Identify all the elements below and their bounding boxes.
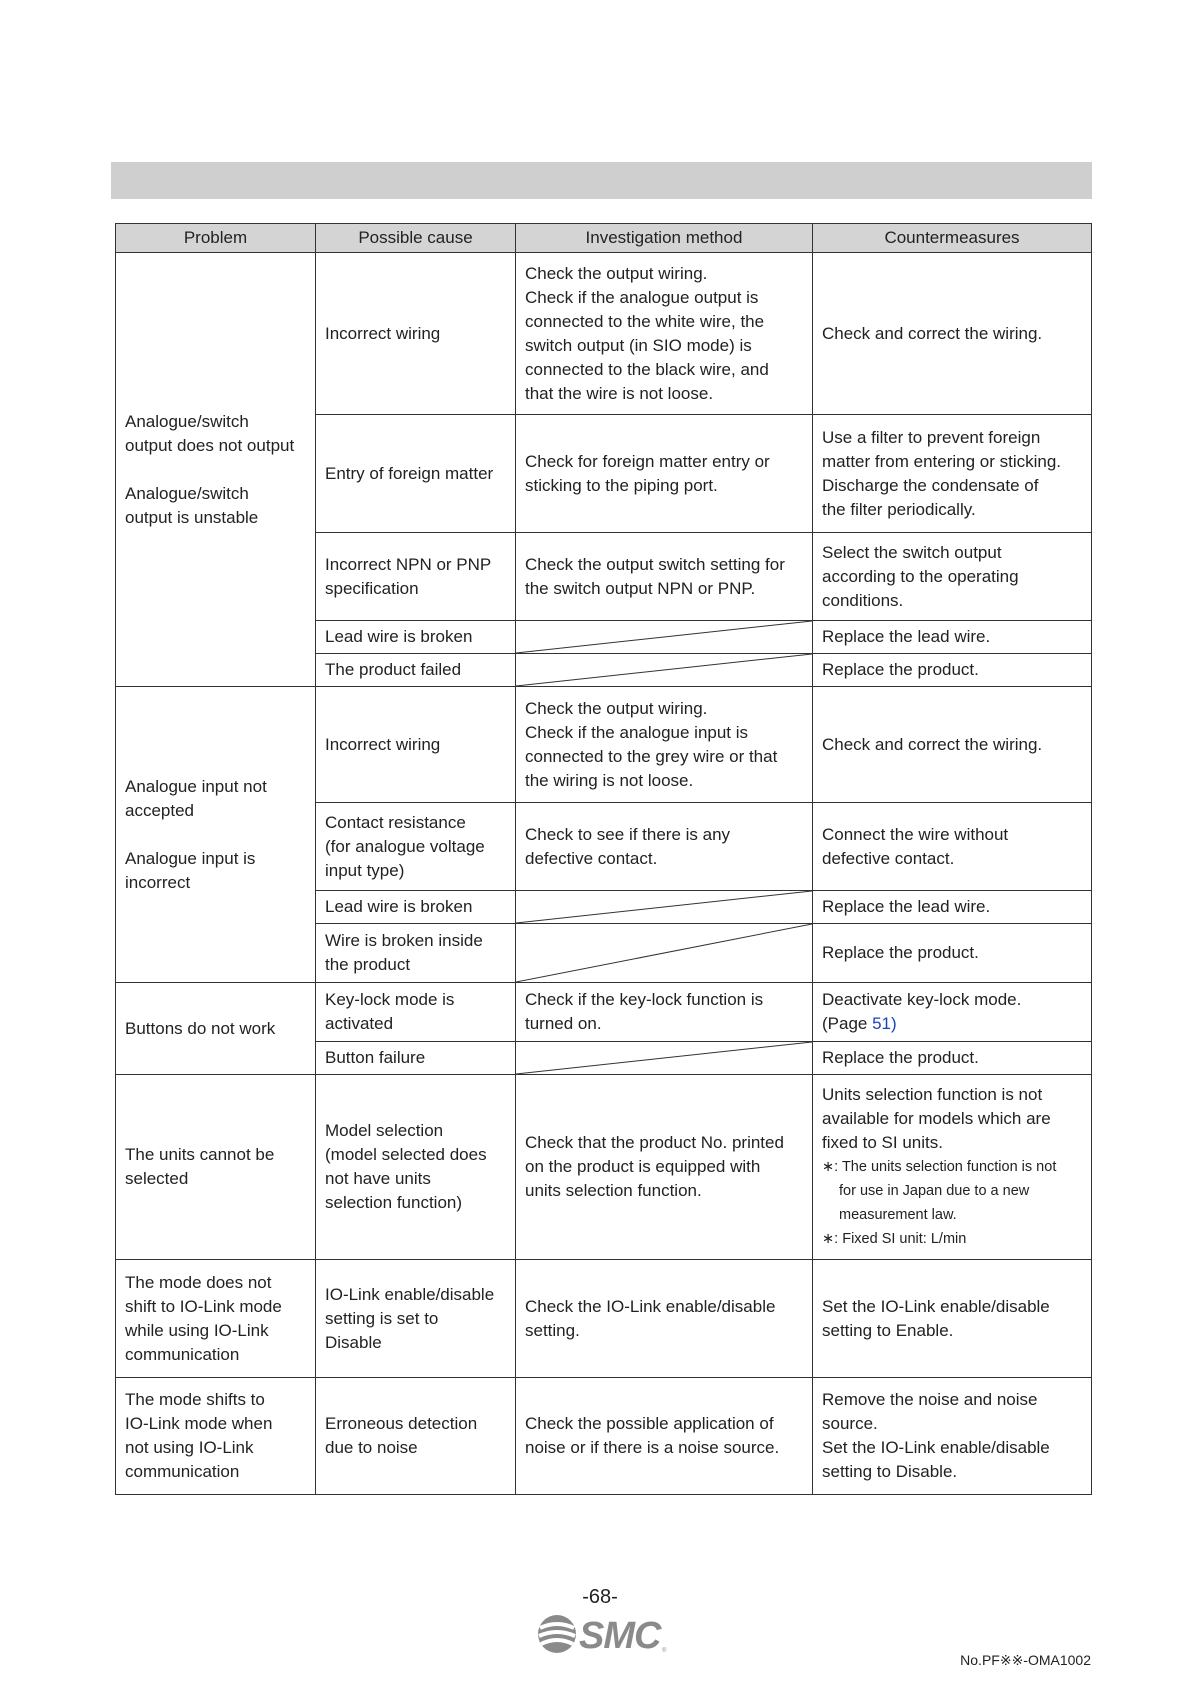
- problem-text: The mode shifts to: [125, 1390, 265, 1409]
- cause-text: Disable: [325, 1332, 382, 1352]
- countermeasure-text: Units selection function is not: [822, 1085, 1043, 1104]
- footnote: ∗: The units selection function is not: [822, 1159, 1057, 1175]
- not-applicable-cell: [516, 654, 813, 687]
- header-problem: Problem: [116, 224, 316, 253]
- cause-text: Wire is broken inside: [325, 931, 483, 950]
- countermeasure-text: Discharge the condensate of: [822, 475, 1039, 495]
- method-text: the wiring is not loose.: [525, 770, 694, 790]
- problem-text: Analogue input not: [125, 776, 267, 796]
- method-text: noise or if there is a noise source.: [525, 1438, 780, 1457]
- cause-cell: Incorrect wiring: [316, 253, 516, 415]
- countermeasure-cell: Replace the lead wire.: [813, 891, 1092, 924]
- method-text: sticking to the piping port.: [525, 475, 718, 495]
- method-text: units selection function.: [525, 1181, 702, 1200]
- page-number: -68-: [582, 1586, 618, 1608]
- method-text: connected to the black wire, and: [525, 359, 769, 379]
- countermeasure-cell: [813, 1378, 1092, 1495]
- problem-text: output does not output: [125, 435, 295, 455]
- countermeasure-text: according to the operating: [822, 566, 1019, 586]
- method-cell: [516, 533, 813, 621]
- page-reference: [822, 1012, 1082, 1036]
- diagonal-line: [516, 654, 812, 686]
- problem-cell: Buttons do not work: [116, 983, 316, 1075]
- cause-text: Erroneous detection: [325, 1414, 478, 1433]
- method-text: on the product is equipped with: [525, 1157, 761, 1176]
- cause-text: (for analogue voltage: [325, 836, 485, 856]
- cause-cell: [316, 1075, 516, 1260]
- countermeasure-text: fixed to SI units.: [822, 1133, 943, 1152]
- cause-cell: The product failed: [316, 654, 516, 687]
- problem-text: output is unstable: [125, 507, 259, 527]
- footnote: ∗: Fixed SI unit: L/min: [822, 1231, 967, 1247]
- countermeasure-cell: [813, 1260, 1092, 1378]
- method-cell: [516, 1260, 813, 1378]
- countermeasure-text: source.: [822, 1414, 878, 1433]
- method-cell: [516, 1075, 813, 1260]
- method-text: connected to the white wire, the: [525, 311, 765, 331]
- table-row: [116, 983, 1092, 1042]
- method-text: Check if the key-lock function is: [525, 990, 764, 1009]
- cause-text: setting is set to: [325, 1308, 439, 1328]
- cause-cell: [316, 803, 516, 891]
- method-text: connected to the grey wire or that: [525, 746, 778, 766]
- countermeasure-text: Deactivate key-lock mode.: [822, 990, 1022, 1009]
- method-cell: [516, 983, 813, 1042]
- method-text: turned on.: [525, 1014, 602, 1033]
- method-text: defective contact.: [525, 848, 658, 868]
- cause-text: activated: [325, 1014, 394, 1033]
- cause-text: Model selection: [325, 1121, 444, 1140]
- countermeasure-cell: Replace the product.: [813, 1042, 1092, 1075]
- not-applicable-cell: [516, 1042, 813, 1075]
- cause-cell: [316, 983, 516, 1042]
- problem-cell: [116, 1378, 316, 1495]
- countermeasure-text: setting to Enable.: [822, 1320, 954, 1340]
- cause-text: selection function): [325, 1193, 463, 1212]
- countermeasure-text: Connect the wire without: [822, 824, 1009, 844]
- header-possible-cause: Possible cause: [316, 224, 516, 253]
- cause-text: due to noise: [325, 1438, 418, 1457]
- troubleshooting-table: [115, 223, 1092, 1495]
- problem-text: Analogue/switch: [125, 411, 249, 431]
- problem-text: shift to IO-Link mode: [125, 1296, 282, 1316]
- problem-text: selected: [125, 1169, 189, 1188]
- not-applicable-cell: [516, 924, 813, 983]
- method-text: Check the output wiring.: [525, 263, 708, 283]
- cause-cell: [316, 1378, 516, 1495]
- countermeasure-cell: [813, 533, 1092, 621]
- method-text: Check if the analogue input is: [525, 722, 749, 742]
- page-link[interactable]: 51: [872, 1014, 892, 1033]
- diagonal-line: [516, 891, 812, 923]
- problem-cell: [116, 687, 316, 983]
- method-text: Check for foreign matter entry or: [525, 451, 770, 471]
- method-text: the switch output NPN or PNP.: [525, 578, 756, 598]
- table-row: [116, 1378, 1092, 1495]
- problem-cell: [116, 253, 316, 687]
- method-text: Check the IO-Link enable/disable: [525, 1296, 776, 1316]
- diagonal-line: [516, 621, 812, 653]
- section-header-bar: [111, 162, 1092, 199]
- countermeasure-text: available for models which are: [822, 1109, 1051, 1128]
- problem-text: accepted: [125, 800, 194, 820]
- countermeasure-cell: Replace the lead wire.: [813, 621, 1092, 654]
- cause-text: Incorrect NPN or PNP: [325, 554, 492, 574]
- countermeasure-cell: [813, 1075, 1092, 1260]
- header-investigation-method: Investigation method: [516, 224, 813, 253]
- table-header-row: [116, 224, 1092, 253]
- countermeasure-text: Remove the noise and noise: [822, 1390, 1038, 1409]
- cause-cell: [316, 924, 516, 983]
- not-applicable-cell: [516, 891, 813, 924]
- cause-cell: Lead wire is broken: [316, 891, 516, 924]
- cause-text: Contact resistance: [325, 812, 466, 832]
- header-countermeasures: Countermeasures: [813, 224, 1092, 253]
- countermeasure-text: the filter periodically.: [822, 499, 976, 519]
- countermeasure-text: defective contact.: [822, 848, 955, 868]
- problem-text: incorrect: [125, 872, 191, 892]
- problem-text: The mode does not: [125, 1272, 272, 1292]
- method-text: setting.: [525, 1320, 580, 1340]
- method-cell: [516, 687, 813, 803]
- svg-text:®: ®: [662, 1648, 667, 1654]
- countermeasure-cell: Replace the product.: [813, 654, 1092, 687]
- problem-cell: [116, 1075, 316, 1260]
- countermeasure-cell: [813, 415, 1092, 533]
- cause-text: not have units: [325, 1169, 431, 1188]
- problem-text: while using IO-Link: [125, 1320, 269, 1340]
- table-row: [116, 1260, 1092, 1378]
- countermeasure-cell: [813, 983, 1092, 1042]
- method-cell: [516, 253, 813, 415]
- smc-logo-mark: [538, 1615, 576, 1653]
- countermeasure-cell: Replace the product.: [813, 924, 1092, 983]
- countermeasure-text: Use a filter to prevent foreign: [822, 427, 1041, 447]
- countermeasure-cell: Check and correct the wiring.: [813, 253, 1092, 415]
- document-number: No.PF※※-OMA1002: [960, 1652, 1091, 1668]
- cause-cell: Entry of foreign matter: [316, 415, 516, 533]
- countermeasure-text: matter from entering or sticking.: [822, 451, 1062, 471]
- method-cell: [516, 415, 813, 533]
- table-row: [116, 253, 1092, 415]
- method-text: Check that the product No. printed: [525, 1133, 784, 1152]
- cause-cell: Lead wire is broken: [316, 621, 516, 654]
- cause-text: specification: [325, 578, 419, 598]
- diagonal-line: [516, 924, 812, 982]
- diagonal-line: [516, 1042, 812, 1074]
- problem-text: communication: [125, 1462, 240, 1481]
- not-applicable-cell: [516, 621, 813, 654]
- countermeasure-text: setting to Disable.: [822, 1462, 958, 1481]
- method-text: Check the output switch setting for: [525, 554, 785, 574]
- cause-cell: [316, 533, 516, 621]
- problem-text: Analogue input is: [125, 848, 256, 868]
- cause-cell: Button failure: [316, 1042, 516, 1075]
- problem-text: The units cannot be: [125, 1145, 275, 1164]
- page-ref-suffix: ): [891, 1014, 897, 1033]
- method-cell: [516, 803, 813, 891]
- cause-text: Key-lock mode is: [325, 990, 455, 1009]
- countermeasure-text: Select the switch output: [822, 542, 1002, 562]
- problem-text: Analogue/switch: [125, 483, 249, 503]
- problem-text: not using IO-Link: [125, 1438, 254, 1457]
- countermeasure-cell: Check and correct the wiring.: [813, 687, 1092, 803]
- problem-text: communication: [125, 1344, 240, 1364]
- page-ref-prefix: (Page: [822, 1014, 873, 1033]
- problem-text: IO-Link mode when: [125, 1414, 273, 1433]
- cause-cell: [316, 1260, 516, 1378]
- method-text: switch output (in SIO mode) is: [525, 335, 752, 355]
- problem-cell: [116, 1260, 316, 1378]
- footnote: measurement law.: [839, 1207, 957, 1223]
- table-row: [116, 1075, 1092, 1260]
- countermeasure-cell: [813, 803, 1092, 891]
- method-cell: [516, 1378, 813, 1495]
- countermeasure-text: conditions.: [822, 590, 904, 610]
- method-text: Check the output wiring.: [525, 698, 708, 718]
- footnote: for use in Japan due to a new: [839, 1183, 1030, 1199]
- cause-text: input type): [325, 860, 405, 880]
- countermeasure-text: Set the IO-Link enable/disable: [822, 1438, 1050, 1457]
- cause-text: IO-Link enable/disable: [325, 1284, 495, 1304]
- table-row: [116, 687, 1092, 803]
- cause-text: the product: [325, 955, 411, 974]
- method-text: Check if the analogue output is: [525, 287, 759, 307]
- cause-cell: Incorrect wiring: [316, 687, 516, 803]
- method-text: Check the possible application of: [525, 1414, 774, 1433]
- method-text: Check to see if there is any: [525, 824, 731, 844]
- countermeasure-text: Set the IO-Link enable/disable: [822, 1296, 1050, 1316]
- smc-logo: [535, 1612, 669, 1656]
- cause-text: (model selected does: [325, 1145, 487, 1164]
- svg-text:SMC: SMC: [579, 1615, 661, 1656]
- method-text: that the wire is not loose.: [525, 383, 714, 403]
